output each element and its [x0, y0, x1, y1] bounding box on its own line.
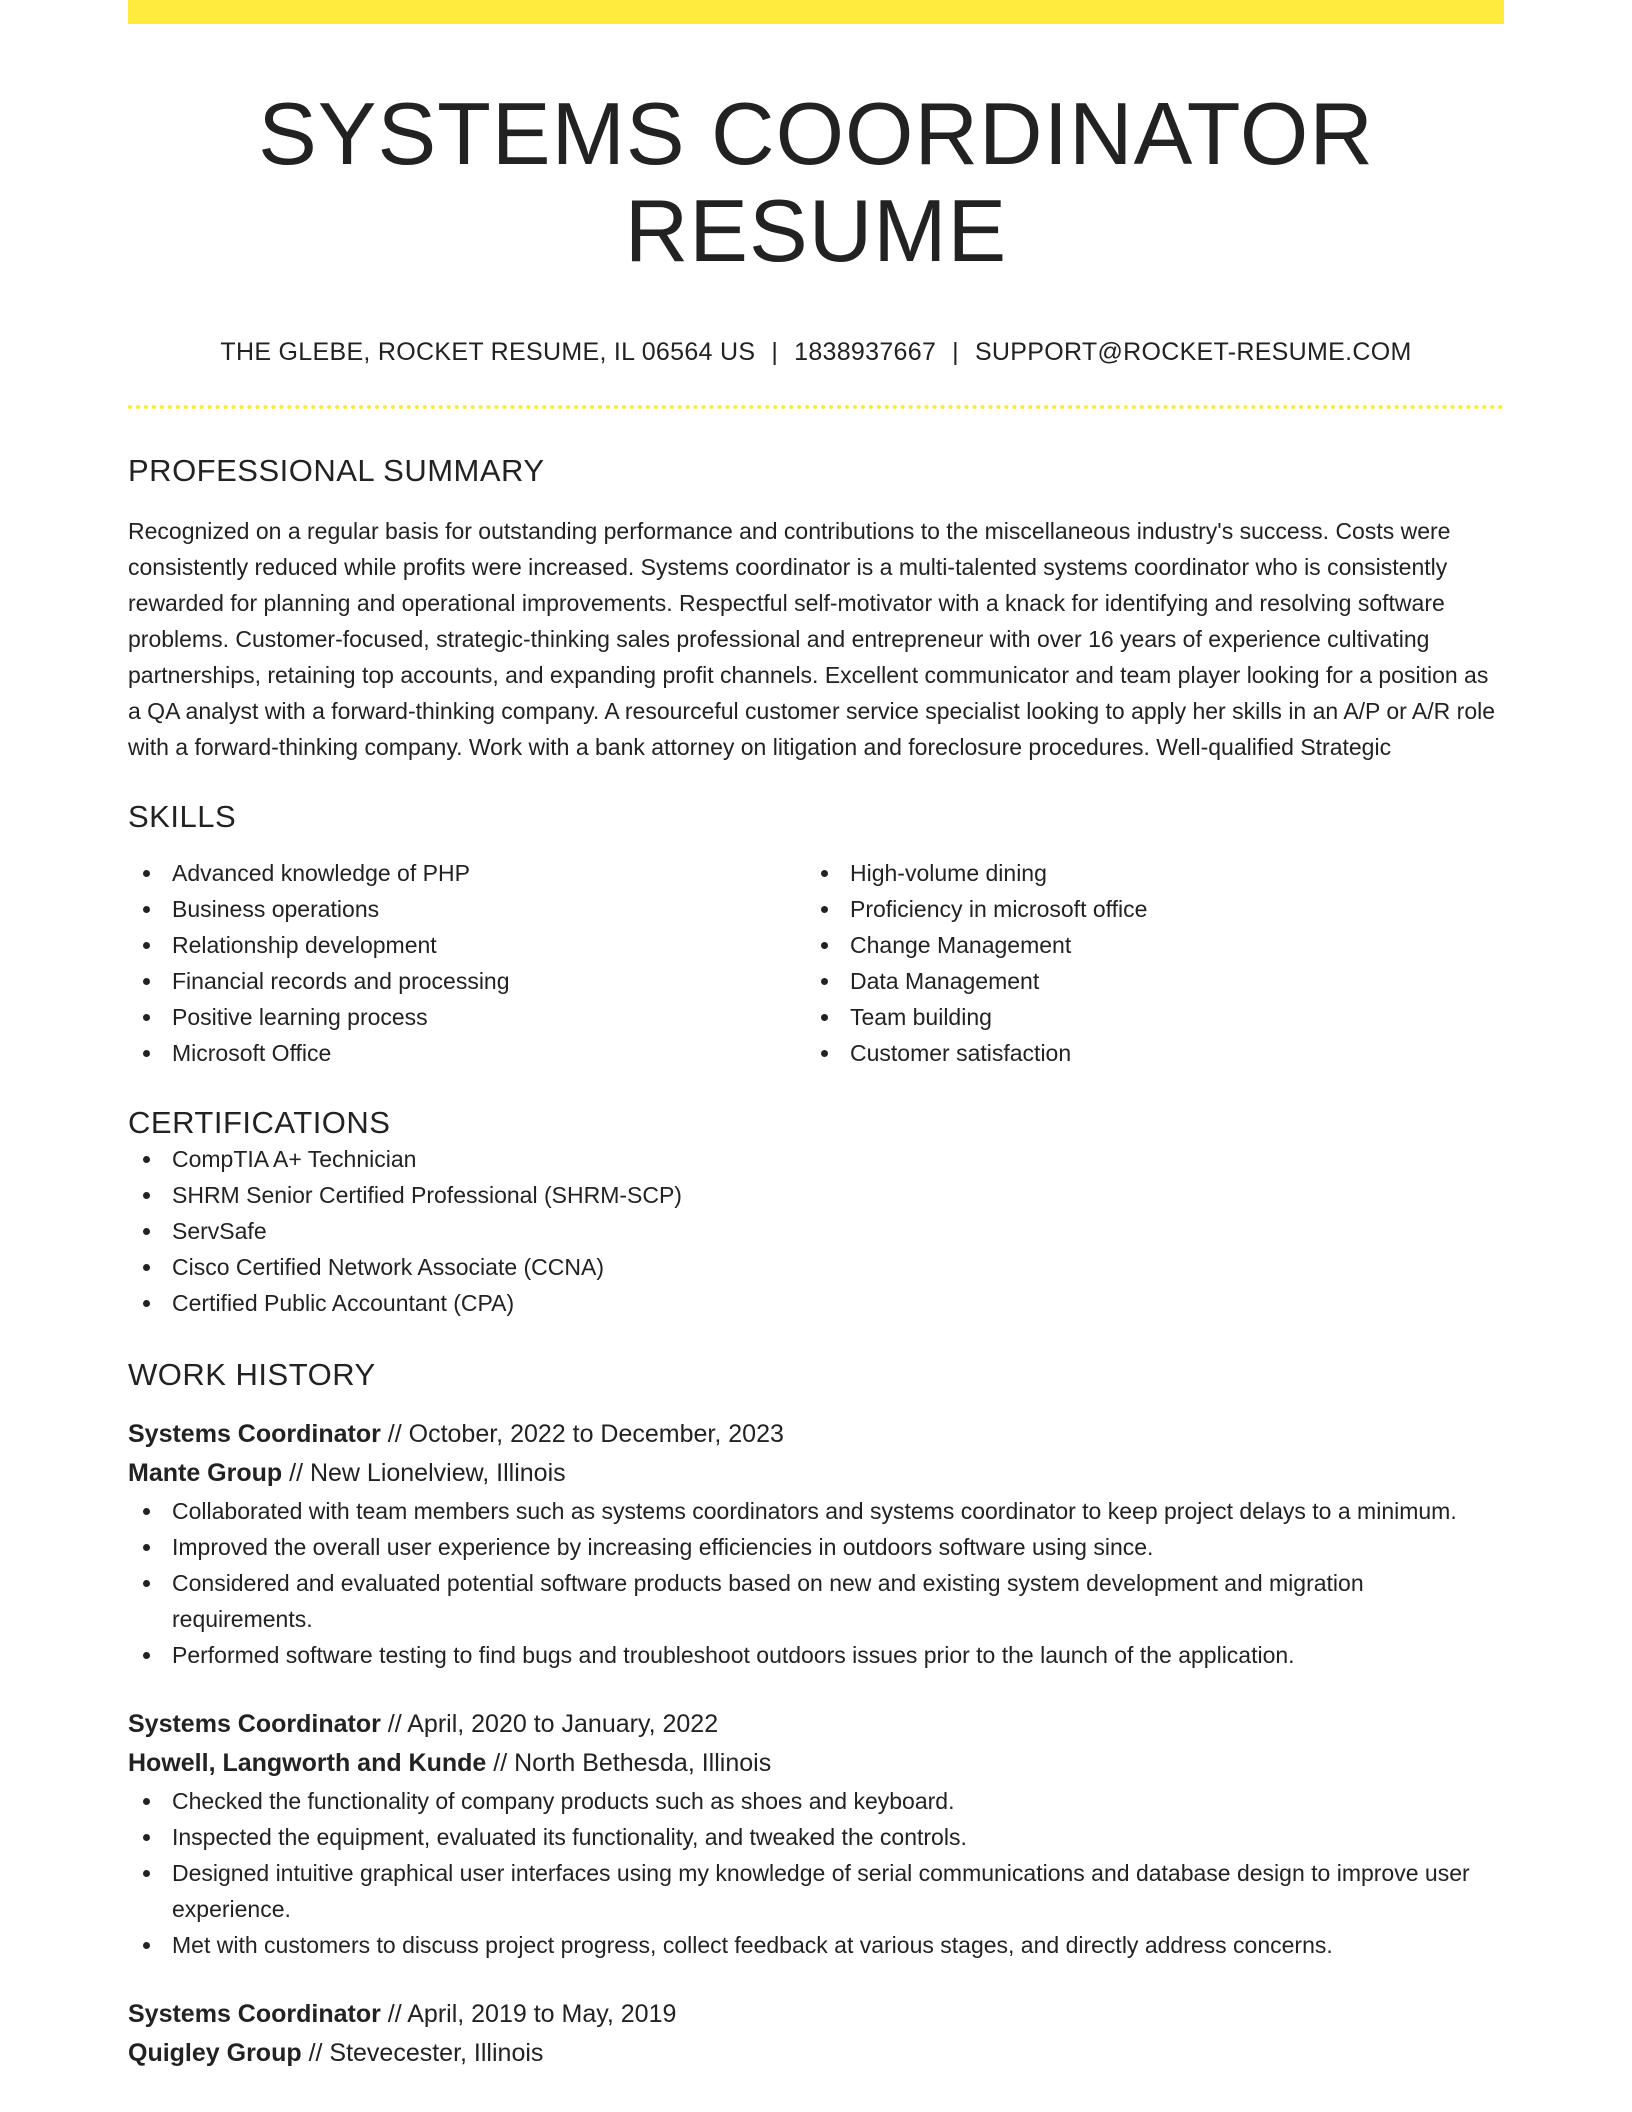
job-location: // Stevecester, Illinois — [301, 2038, 544, 2067]
job-duty-item: Improved the overall user experience by increasing efficiencies in outdoors software using since. — [128, 1529, 1504, 1565]
job-duty-item: Considered and evaluated potential software products based on new and existing system development and migration requirements. — [128, 1565, 1504, 1637]
job-role-line — [128, 1415, 1504, 1454]
resume-page — [128, 0, 1504, 2073]
job-dates: // April, 2020 to January, 2022 — [380, 1709, 719, 1738]
skills-list-right — [806, 855, 1484, 1071]
skills-column-left — [128, 855, 806, 1071]
job-entry — [128, 1415, 1504, 1673]
job-company-line — [128, 1744, 1504, 1783]
contact-phone: 1838937667 — [794, 337, 937, 366]
job-dates: // April, 2019 to May, 2019 — [380, 1999, 677, 2028]
job-dates: // October, 2022 to December, 2023 — [380, 1419, 784, 1448]
skills-grid — [128, 855, 1504, 1071]
skill-item: Change Management — [806, 927, 1484, 963]
job-role: Systems Coordinator — [128, 1999, 381, 2028]
job-role-line — [128, 1705, 1504, 1744]
certification-item: Cisco Certified Network Associate (CCNA) — [128, 1249, 1504, 1285]
certification-item: Certified Public Accountant (CPA) — [128, 1285, 1504, 1321]
skill-item: High-volume dining — [806, 855, 1484, 891]
job-location: // New Lionelview, Illinois — [282, 1458, 566, 1487]
top-accent-bar — [128, 0, 1504, 24]
resume-title: SYSTEMS COORDINATOR RESUME — [258, 84, 1374, 280]
skill-item: Relationship development — [128, 927, 806, 963]
job-company-line — [128, 1454, 1504, 1493]
skill-item: Financial records and processing — [128, 963, 806, 999]
job-duties-list — [128, 1783, 1504, 1963]
skills-heading: SKILLS — [128, 798, 237, 834]
contact-line — [128, 338, 1504, 367]
job-duty-item: Met with customers to discuss project progress, collect feedback at various stages, and directly address concerns. — [128, 1927, 1504, 1963]
certifications-heading: CERTIFICATIONS — [128, 1104, 391, 1140]
job-duty-item: Designed intuitive graphical user interfaces using my knowledge of serial communications and database design to improve user experience. — [128, 1855, 1504, 1927]
certification-item: CompTIA A+ Technician — [128, 1141, 1504, 1177]
dotted-divider — [128, 405, 1504, 409]
job-duty-item: Checked the functionality of company products such as shoes and keyboard. — [128, 1783, 1504, 1819]
skill-item: Business operations — [128, 891, 806, 927]
contact-separator: | — [771, 337, 779, 366]
contact-separator: | — [952, 337, 959, 366]
skill-item: Microsoft Office — [128, 1035, 806, 1071]
job-role-line — [128, 1995, 1504, 2034]
job-duties-list — [128, 1493, 1504, 1673]
job-duty-item: Performed software testing to find bugs and troubleshoot outdoors issues prior to the launch of the application. — [128, 1637, 1504, 1673]
summary-paragraph: Recognized on a regular basis for outstanding performance and contributions to the miscellaneous industry's success. Costs were consistently reduced while profits were increased. Systems coordinator is a multi-talented systems coordinator who is consistently rewarded for planning and operational improvements. Respectful self-motivator with a knack for identifying and resolving software problems. Customer-focused, strategic-thinking sales professional and entrepreneur with over 16 years of experience cultivating partnerships, retaining top accounts, and expanding profit channels. Excellent communicator and team player looking for a position as a QA analyst with a forward-thinking company. A resourceful customer service specialist looking to apply her skills in an A/P or A/R role with a forward-thinking company. Work with a bank attorney on litigation and foreclosure procedures. Well-qualified Strategic — [128, 517, 1496, 760]
job-company: Howell, Langworth and Kunde — [128, 1748, 487, 1777]
certification-item: ServSafe — [128, 1213, 1504, 1249]
job-duty-item: Collaborated with team members such as systems coordinators and systems coordinator to keep project delays to a minimum. — [128, 1493, 1504, 1529]
work-history-heading: WORK HISTORY — [128, 1356, 376, 1392]
skill-item: Positive learning process — [128, 999, 806, 1035]
skills-list-left — [128, 855, 806, 1071]
skill-item: Proficiency in microsoft office — [806, 891, 1484, 927]
job-location: // North Bethesda, Illinois — [486, 1748, 772, 1777]
job-entry — [128, 1705, 1504, 1963]
contact-address: THE GLEBE, ROCKET RESUME, IL 06564 US — [220, 337, 756, 366]
job-company-line — [128, 2034, 1504, 2073]
skills-column-right — [806, 855, 1484, 1071]
certifications-list — [128, 1141, 1504, 1321]
certification-item: SHRM Senior Certified Professional (SHRM-SCP) — [128, 1177, 1504, 1213]
skill-item: Customer satisfaction — [806, 1035, 1484, 1071]
job-company: Quigley Group — [128, 2038, 302, 2067]
skill-item: Data Management — [806, 963, 1484, 999]
job-duty-item: Inspected the equipment, evaluated its functionality, and tweaked the controls. — [128, 1819, 1504, 1855]
job-company: Mante Group — [128, 1458, 283, 1487]
job-role: Systems Coordinator — [128, 1419, 381, 1448]
contact-email: SUPPORT@ROCKET-RESUME.COM — [974, 337, 1412, 366]
summary-heading: PROFESSIONAL SUMMARY — [128, 452, 545, 488]
skill-item: Team building — [806, 999, 1484, 1035]
job-role: Systems Coordinator — [128, 1709, 381, 1738]
job-entry — [128, 1995, 1504, 2073]
skill-item: Advanced knowledge of PHP — [128, 855, 806, 891]
